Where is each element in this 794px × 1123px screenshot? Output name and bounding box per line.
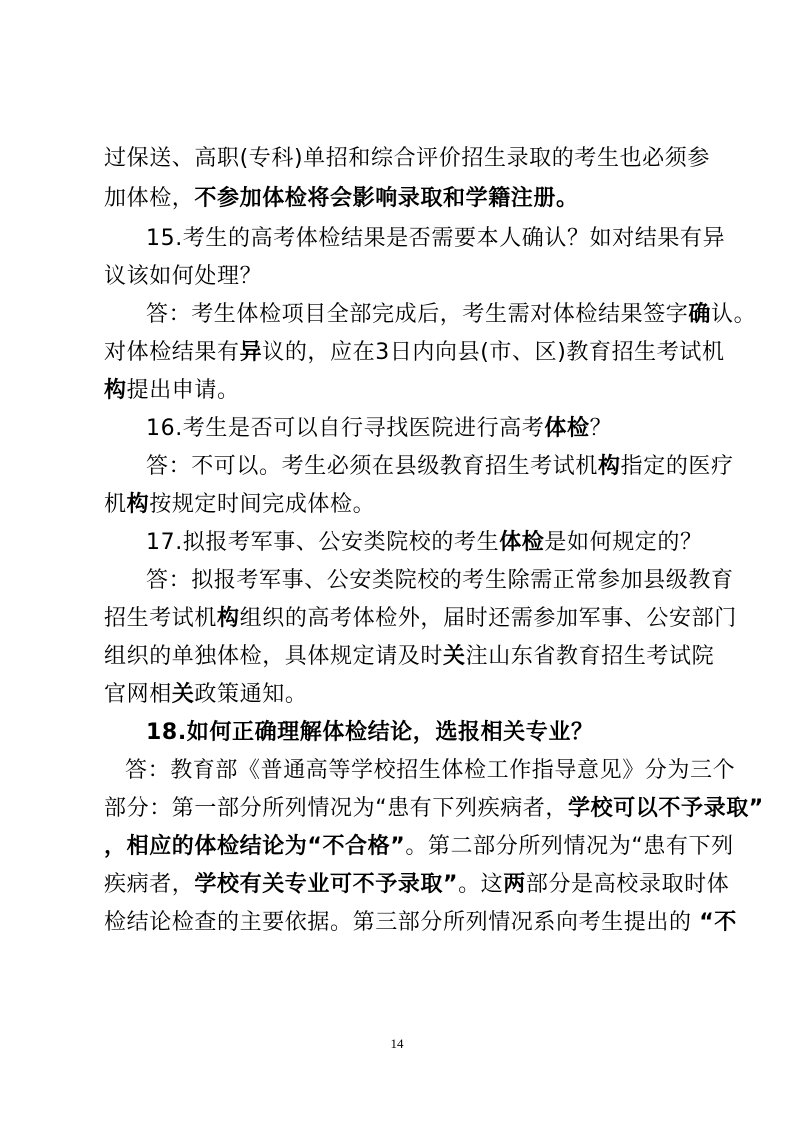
text-segment: 组织的单独体检，具体规定请及时 bbox=[104, 644, 444, 669]
text-segment: 按规定时间完成体检。 bbox=[149, 492, 376, 517]
text-segment: 指定的医疗 bbox=[620, 454, 734, 479]
bold-text-segment: 构 bbox=[598, 454, 621, 479]
text-line bbox=[104, 184, 704, 214]
question-heading bbox=[146, 414, 746, 444]
text-segment: 提出申请。 bbox=[126, 378, 240, 403]
text-segment: 组织的高考体检外，届时还需参加军事、公安部门 bbox=[239, 606, 737, 631]
text-line bbox=[104, 144, 710, 174]
answer-line bbox=[125, 756, 736, 786]
bold-text-segment: 确 bbox=[688, 302, 712, 327]
question-heading bbox=[146, 718, 746, 748]
text-segment: 过保送、高职(专科)单招和综合评价招生录取的考生也必须参 bbox=[104, 146, 710, 171]
text-segment: 答：拟报考军事、公安类院校的考生除需正常参加县级教育 bbox=[146, 568, 734, 593]
answer-line bbox=[146, 566, 746, 596]
text-segment: 部分是高校录取时体 bbox=[525, 872, 730, 897]
text-line bbox=[104, 908, 737, 938]
text-segment: 17.拟报考军事、公安类院校的考生 bbox=[146, 530, 500, 555]
bold-text-segment: 不参加体检将会影响录取和学籍注册。 bbox=[194, 186, 579, 211]
text-line bbox=[104, 680, 704, 710]
text-segment: 机 bbox=[104, 492, 127, 517]
bold-text-segment: 18.如何正确理解体检结论，选报相关专业？ bbox=[146, 720, 594, 745]
bold-text-segment: “不 bbox=[699, 910, 737, 935]
text-segment: 议该如何处理？ bbox=[104, 264, 263, 289]
text-segment: 检结论检查的主要依据。第三部分所列情况系向考生提出的 bbox=[104, 910, 700, 935]
text-line bbox=[104, 376, 704, 406]
bold-text-segment: 学校可以不予录取” bbox=[568, 796, 764, 821]
text-segment: 疾病者， bbox=[104, 872, 195, 897]
bold-text-segment: 两 bbox=[503, 872, 526, 897]
text-segment: 答：不可以。考生必须在县级教育招生考试机 bbox=[146, 454, 599, 479]
text-line bbox=[104, 870, 730, 900]
text-segment: 部分：第一部分所列情况为“患有下列疾病者， bbox=[104, 796, 568, 821]
bold-text-segment: 体检 bbox=[499, 530, 545, 555]
bold-text-segment: 学校有关专业可不予录取” bbox=[194, 872, 459, 897]
text-segment: 。这 bbox=[458, 872, 504, 897]
bold-text-segment: ，相应的体检结论为“不合格” bbox=[104, 834, 406, 859]
text-segment: 。第二部分所列情况为“患有下列 bbox=[405, 834, 734, 859]
text-line bbox=[104, 338, 725, 368]
bold-text-segment: 体检 bbox=[544, 416, 590, 441]
bold-text-segment: 关 bbox=[171, 682, 195, 707]
text-line bbox=[104, 490, 704, 520]
text-segment: 注山东省教育招生考试院 bbox=[465, 644, 715, 669]
text-segment: ？ bbox=[589, 416, 613, 441]
text-segment: 对体检结果有 bbox=[104, 340, 240, 365]
text-segment: 是如何规定的？ bbox=[544, 530, 703, 555]
text-line bbox=[104, 832, 734, 862]
text-segment: 议的，应在3日内向县(市、区)教育招生考试机 bbox=[262, 340, 725, 365]
bold-text-segment: 构 bbox=[104, 378, 127, 403]
text-line bbox=[104, 642, 715, 672]
text-segment: 答：教育部《普通高等学校招生体检工作指导意见》分为三个 bbox=[125, 758, 736, 783]
bold-text-segment: 构 bbox=[217, 606, 240, 631]
text-segment: 认。 bbox=[711, 302, 757, 327]
text-segment: 加体检， bbox=[104, 186, 195, 211]
text-segment: 政策通知。 bbox=[194, 682, 308, 707]
bold-text-segment: 构 bbox=[126, 492, 150, 517]
answer-line bbox=[146, 300, 757, 330]
text-segment: 招生考试机 bbox=[104, 606, 218, 631]
text-line bbox=[104, 794, 764, 824]
page-number: 14 bbox=[390, 1036, 404, 1051]
question-heading bbox=[146, 528, 746, 558]
text-segment: 官网相 bbox=[104, 682, 172, 707]
bold-text-segment: 关 bbox=[443, 644, 466, 669]
text-segment: 15.考生的高考体检结果是否需要本人确认？如对结果有异 bbox=[146, 226, 726, 251]
question-heading bbox=[146, 224, 746, 254]
text-line bbox=[104, 262, 704, 292]
answer-line bbox=[146, 452, 746, 482]
text-segment: 16.考生是否可以自行寻找医院进行高考 bbox=[146, 416, 545, 441]
text-segment: 答：考生体检项目全部完成后，考生需对体检结果签字 bbox=[146, 302, 689, 327]
text-line bbox=[104, 604, 737, 634]
bold-text-segment: 异 bbox=[239, 340, 263, 365]
